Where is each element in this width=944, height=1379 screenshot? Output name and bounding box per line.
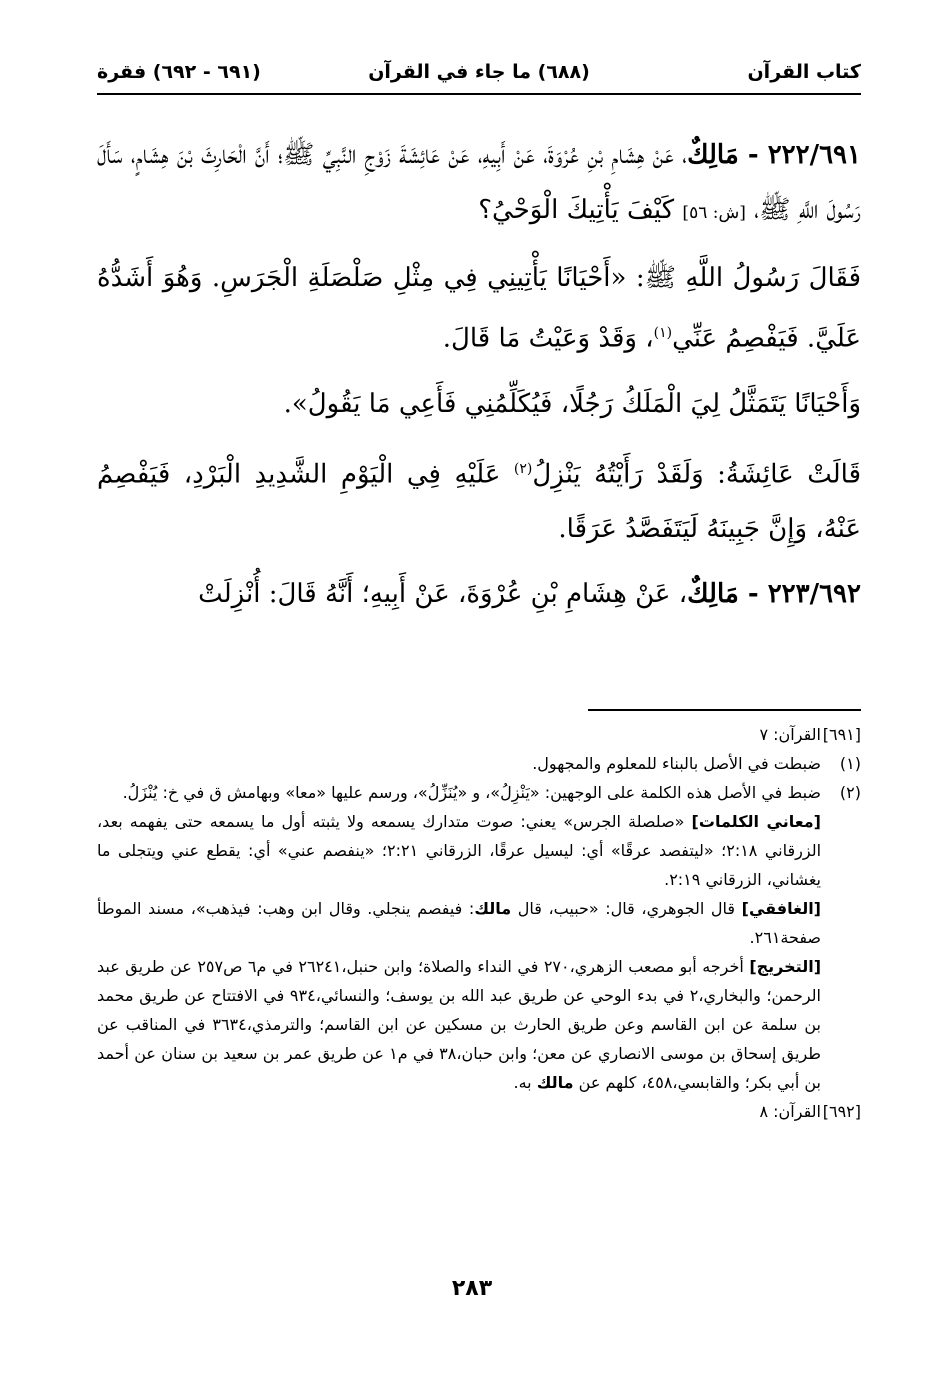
hadith-text: فَقَالَ رَسُولُ اللَّهِ ﷺ: «أَحْيَانًا يَأْتِينِي فِي مِثْلِ صَلْصَلَةِ الْجَرَسِ. وَهُوَ أَشَدُّهُ عَلَيَّ. فَيَفْصِمُ عَنِّي [97,263,861,354]
footnote-number: (١) [839,754,861,773]
page-number: ٢٨٣ [451,1276,493,1301]
footnote-text: ضبطت في الأصل بالبناء للمعلوم والمجهول. [532,754,821,773]
word-meanings-note [97,807,861,894]
footnote-number: (٢) [839,783,861,802]
hadith-number: ٢٢٢/٦٩١ - [738,140,861,170]
hadith-text: ، عَنْ هِشَامِ بْنِ عُرْوَةَ، عَنْ أَبِيهِ، عَنْ عَائِشَةَ زَوْجِ النَّبِيِّ ﷺ؛ أَنَّ الْحَارِثَ بْنَ هِشَامٍ، سَأَلَ رَسُولَ اللَّهِ ﷺ، [97,140,861,225]
hadith-number: ٢٢٣/٦٩٢ - [738,579,861,610]
hadith-text-paragraph: وَأَحْيَانًا يَتَمَثَّلُ لِيَ الْمَلَكُ رَجُلًا، فَيُكَلِّمُنِي فَأَعِي مَا يَقُولُ». [283,388,861,419]
footnote-1 [97,749,861,778]
hadith-text-paragraph [97,251,861,367]
note-text: أخرجه أبو مصعب الزهري،٢٧٠ في النداء والصلاة؛ وابن حنبل،٢٦٢٤١ في م٦ ص٢٥٧ عن طريق عبد الرحمن؛ والبخاري،٢ في بدء الوحي عن طريق عبد الله بن يوسف؛ والنسائي،٩٣٤ في الافتتاح عن طريق محمد بن سلمة عن ابن القاسم وعن طريق الحارث بن مسكين عن ابن القاسم؛ والترمذي،٣٦٣٤ في المناقب عن طريق إسحاق بن موسى الانصاري عن معن؛ وابن حبان،٣٨ في م١ عن طريق عمر بن سعيد بن سنان عن أحمد بن أبي بكر؛ والقابسي،٤٥٨، كلهم عن [97,957,822,1092]
footnote-ref-691 [97,720,861,749]
note-label: [معاني الكلمات] [691,812,821,831]
takhrij-note [97,952,861,1097]
narrator-name: مَالِكٌ [687,579,739,610]
page-marker: [ش: ٥٦] [682,203,746,223]
hadith-691-paragraph [97,128,861,241]
hadith-text: كَيْفَ يَأْتِيكَ الْوَحْيُ؟ [478,195,683,225]
note-label: [التخريج] [749,957,821,976]
hadith-text: ، وَقَدْ وَعَيْتُ مَا قَالَ. [442,323,654,354]
footnote-number: [٦٩١] [822,725,861,744]
narrator-name: مالك [474,899,512,918]
hadith-text: عَلَيْهِ فِي الْيَوْمِ الشَّدِيدِ الْبَرْدِ، فَيَفْصِمُ عَنْهُ، وَإِنَّ جَبِينَهُ لَيَتَفَصَّدُ عَرَقًا. [97,459,861,545]
hadith-692-paragraph [97,567,861,622]
footnote-2 [97,778,861,807]
running-header [97,55,861,91]
hadith-text: قَالَتْ عَائِشَةُ: وَلَقَدْ رَأَيْتُهُ يَنْزِلُ [532,459,862,490]
note-text: قال الجوهري، قال: «حبيب، قال [511,899,742,918]
footnotes [97,720,861,1126]
narrator-name: مَالِكٌ [687,140,739,170]
footnote-text: القرآن: ٧ [759,725,821,744]
footnote-text: ضبط في الأصل هذه الكلمة على الوجهين: «يَنْزِلُ»، و «يُنَزِّلُ»، ورسم عليها «معا» وبهامش ق في خ: يُنْزَلُ. [122,783,821,802]
footnote-separator [588,709,861,711]
main-text [97,128,861,632]
footnote-number: [٦٩٢] [822,1102,861,1121]
book-title: كتاب القرآن [747,61,861,83]
chapter-title: (٦٨٨) ما جاء في القرآن [368,61,590,83]
paragraph-range: (٦٩١ - ٦٩٢) فقرة [97,61,261,83]
footnote-text: القرآن: ٨ [759,1102,821,1121]
hadith-text-paragraph [97,442,861,558]
narrator-name: مالك [536,1073,574,1092]
footnote-reference: (١) [653,325,673,341]
note-text: : فيفصم ينجلي. وقال ابن وهب: فيذهب»، مسند الموطأ صفحة٢٦١. [97,899,821,947]
hadith-text: ، عَنْ هِشَامِ بْنِ عُرْوَةَ، عَنْ أَبِيهِ؛ أَنَّهُ قَالَ: أُنْزِلَتْ [198,579,688,610]
note-label: [الغافقي] [741,899,821,918]
note-text: «صلصلة الجرس» يعني: صوت متدارك يسمعه ولا يثبته أول ما يسمعه حتى يفهمه بعد، الزرقاني ٢:١٨؛ «ليتفصد عرقًا» أي: ليسيل عرقًا، الزرقاني ٢:٢١؛ «ينفصم عني» أي: يقطع عني ويتجلى ما يغشاني، الزرقاني ٢:١٩. [97,812,822,889]
ghafiqi-note [97,894,861,952]
header-rule [97,93,861,95]
footnote-ref-692 [97,1097,861,1126]
footnote-reference: (٢) [513,460,533,477]
note-text: به. [513,1073,537,1092]
